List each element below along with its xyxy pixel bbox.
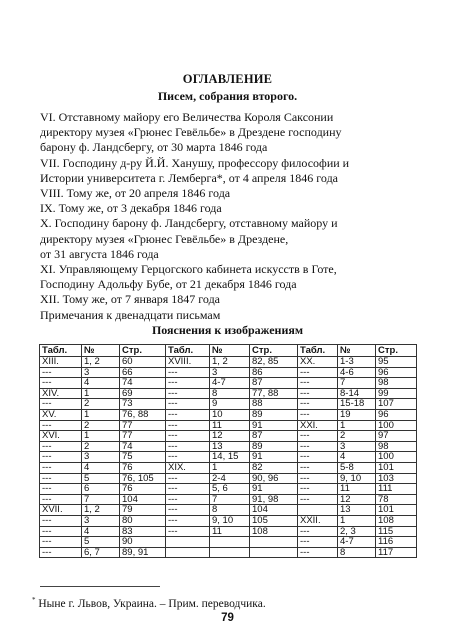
table-cell: 82 xyxy=(250,462,298,473)
table-cell: 3 xyxy=(338,441,376,452)
table-cell xyxy=(166,547,210,558)
table-row xyxy=(40,452,417,463)
page-subtitle: Писем, собрания второго. xyxy=(157,89,298,103)
table-cell: 1 xyxy=(82,409,120,420)
table-cell: XV. xyxy=(40,409,82,420)
toc-line: VIII. Тому же, от 20 апреля 1846 года xyxy=(40,186,231,201)
table-cell: 6, 7 xyxy=(82,547,120,558)
table-cell: 4 xyxy=(338,452,376,463)
table-cell: 8-14 xyxy=(338,388,376,399)
illustrations-table xyxy=(39,344,417,558)
table-cell: 91 xyxy=(250,452,298,463)
table-cell: --- xyxy=(166,441,210,452)
table-cell: 15-18 xyxy=(338,399,376,410)
table-cell: XX. xyxy=(298,357,338,368)
table-cell: 1, 2 xyxy=(82,357,120,368)
table-cell: 2 xyxy=(338,431,376,442)
table-cell: 89 xyxy=(250,441,298,452)
table-cell: 9, 10 xyxy=(210,515,250,526)
table-cell: --- xyxy=(40,547,82,558)
table-row xyxy=(40,431,417,442)
table-cell: 95 xyxy=(376,357,417,368)
table-cell: 8 xyxy=(210,388,250,399)
table-cell: 77 xyxy=(120,431,166,442)
table-cell: 12 xyxy=(338,494,376,505)
table-row xyxy=(40,547,417,558)
table-cell: 66 xyxy=(120,367,166,378)
table-cell: 1 xyxy=(338,515,376,526)
table-cell: 89 xyxy=(250,409,298,420)
table-cell: 5 xyxy=(82,473,120,484)
table-cell: --- xyxy=(298,537,338,548)
table-cell: 1, 2 xyxy=(210,357,250,368)
table-cell: 3 xyxy=(82,367,120,378)
table-cell: 3 xyxy=(82,515,120,526)
table-cell: 13 xyxy=(338,505,376,516)
page-title: ОГЛАВЛЕНИЕ xyxy=(182,72,273,86)
table-cell: --- xyxy=(166,515,210,526)
table-column-header: № xyxy=(82,345,120,357)
table-cell: --- xyxy=(40,378,82,389)
table-cell: 1, 2 xyxy=(82,505,120,516)
table-cell: 60 xyxy=(120,357,166,368)
table-cell: 76 xyxy=(120,484,166,495)
table-cell: 5-8 xyxy=(338,462,376,473)
table-cell: 98 xyxy=(376,378,417,389)
toc-line: директору музея «Грюнес Гевёльбе» в Дрездене, xyxy=(40,231,289,246)
table-cell xyxy=(210,537,250,548)
table-cell: --- xyxy=(166,431,210,442)
table-cell: --- xyxy=(298,484,338,495)
table-cell xyxy=(250,547,298,558)
table-cell xyxy=(166,537,210,548)
table-cell: XVI. xyxy=(40,431,82,442)
table-cell: 3 xyxy=(210,367,250,378)
table-cell: --- xyxy=(166,409,210,420)
table-cell: XXI. xyxy=(298,420,338,431)
table-cell: 91, 98 xyxy=(250,494,298,505)
table-cell: 8 xyxy=(210,505,250,516)
table-cell: --- xyxy=(40,515,82,526)
table-cell: --- xyxy=(166,399,210,410)
table-cell: 82, 85 xyxy=(250,357,298,368)
table-cell: 77, 88 xyxy=(250,388,298,399)
table-cell: 74 xyxy=(120,441,166,452)
table-cell: 4-7 xyxy=(210,378,250,389)
table-cell: --- xyxy=(298,367,338,378)
table-row xyxy=(40,399,417,410)
table-cell: 4 xyxy=(82,462,120,473)
table-cell: 4 xyxy=(82,378,120,389)
toc-line: директору музея «Грюнес Гевёльбе» в Дрездене господину xyxy=(40,125,342,140)
table-cell: 96 xyxy=(376,409,417,420)
table-cell: --- xyxy=(166,526,210,537)
table-cell: 115 xyxy=(376,526,417,537)
table-cell: XIV. xyxy=(40,388,82,399)
table-cell: 98 xyxy=(376,441,417,452)
table-row xyxy=(40,494,417,505)
table-cell: --- xyxy=(298,431,338,442)
toc-line: XI. Управляющему Герцогского кабинета искусств в Готе, xyxy=(40,262,337,277)
table-cell: --- xyxy=(40,473,82,484)
page-number: 79 xyxy=(221,612,234,624)
table-cell: 2, 3 xyxy=(338,526,376,537)
table-cell: 7 xyxy=(82,494,120,505)
table-cell: 91 xyxy=(250,484,298,495)
toc-line: VII. Господину д-ру Й.Й. Ханушу, профессору философии и xyxy=(40,155,350,170)
table-cell: --- xyxy=(40,462,82,473)
table-cell: 69 xyxy=(120,388,166,399)
table-cell: 73 xyxy=(120,399,166,410)
table-cell: --- xyxy=(40,484,82,495)
table-cell: --- xyxy=(298,378,338,389)
table-cell: --- xyxy=(166,378,210,389)
table-cell: 11 xyxy=(210,526,250,537)
table-cell: 7 xyxy=(210,494,250,505)
toc-line: от 31 августа 1846 года xyxy=(40,246,159,261)
table-cell: 105 xyxy=(250,515,298,526)
table-cell: --- xyxy=(298,526,338,537)
table-cell: 2 xyxy=(82,399,120,410)
table-cell: 5, 6 xyxy=(210,484,250,495)
table-cell: 104 xyxy=(250,505,298,516)
table-column-header: Табл. xyxy=(298,345,338,357)
toc-line: Примечания к двенадцати письмам xyxy=(40,307,221,322)
table-row xyxy=(40,505,417,516)
table-cell: 4-6 xyxy=(338,367,376,378)
toc-line: Истории университета г. Лемберга*, от 4 апреля 1846 года xyxy=(40,170,339,185)
table-cell xyxy=(298,505,338,516)
table-column-header: Табл. xyxy=(40,345,82,357)
table-row xyxy=(40,537,417,548)
table-cell: 108 xyxy=(376,515,417,526)
toc-line: барону ф. Ландсбергу, от 30 марта 1846 года xyxy=(40,140,268,155)
table-cell: 90 xyxy=(120,537,166,548)
table-cell: --- xyxy=(166,420,210,431)
table-cell: 86 xyxy=(250,367,298,378)
table-cell: 8 xyxy=(338,547,376,558)
table-row xyxy=(40,484,417,495)
table-cell: --- xyxy=(298,388,338,399)
table-cell: 13 xyxy=(210,441,250,452)
table-cell: 80 xyxy=(120,515,166,526)
toc-line: IX. Тому же, от 3 декабря 1846 года xyxy=(40,201,222,216)
table-cell: 4-7 xyxy=(338,537,376,548)
table-cell: 74 xyxy=(120,378,166,389)
section-heading: Пояснения к изображениям xyxy=(151,323,304,337)
table-row xyxy=(40,526,417,537)
table-cell: 101 xyxy=(376,462,417,473)
table-cell: --- xyxy=(166,505,210,516)
footnote xyxy=(32,596,266,610)
table-cell: 4 xyxy=(82,526,120,537)
table-cell: --- xyxy=(298,473,338,484)
table-cell: 1 xyxy=(338,420,376,431)
table-cell: 2-4 xyxy=(210,473,250,484)
table-column-header: № xyxy=(210,345,250,357)
toc-line: Господину Адольфу Бубе, от 21 декабря 1846 года xyxy=(40,277,297,292)
table-cell: --- xyxy=(166,388,210,399)
table-row xyxy=(40,409,417,420)
table-cell: 7 xyxy=(338,378,376,389)
table-row xyxy=(40,462,417,473)
table-cell: 1 xyxy=(82,388,120,399)
table-cell: 6 xyxy=(82,484,120,495)
table-cell: 79 xyxy=(120,505,166,516)
table-cell: 89, 91 xyxy=(120,547,166,558)
table-column-header: Стр. xyxy=(250,345,298,357)
table-cell: 108 xyxy=(250,526,298,537)
table-cell: 100 xyxy=(376,420,417,431)
table-cell: --- xyxy=(298,462,338,473)
table-cell: 97 xyxy=(376,431,417,442)
table-cell: 10 xyxy=(210,409,250,420)
table-cell: --- xyxy=(298,547,338,558)
table-cell: --- xyxy=(40,399,82,410)
table-cell: 91 xyxy=(250,420,298,431)
toc-line: VI. Отставному майору его Величества Короля Саксонии xyxy=(40,110,334,124)
table-cell: 99 xyxy=(376,388,417,399)
table-row xyxy=(40,420,417,431)
table-cell: --- xyxy=(166,494,210,505)
table-cell: 3 xyxy=(82,452,120,463)
toc-line: XII. Тому же, от 7 января 1847 года xyxy=(40,292,220,307)
table-cell xyxy=(210,547,250,558)
table-cell: 88 xyxy=(250,399,298,410)
table-cell: 11 xyxy=(338,484,376,495)
table-row xyxy=(40,388,417,399)
table-cell: 101 xyxy=(376,505,417,516)
table-cell: --- xyxy=(40,441,82,452)
table-cell: XXII. xyxy=(298,515,338,526)
table-row xyxy=(40,515,417,526)
table-header-row xyxy=(40,345,417,357)
table-cell: 2 xyxy=(82,441,120,452)
footnote-text: Ныне г. Львов, Украина. – Прим. переводчика. xyxy=(38,597,266,610)
table-row xyxy=(40,473,417,484)
table-cell: 1-3 xyxy=(338,357,376,368)
table-cell: XIX. xyxy=(166,462,210,473)
table-cell: --- xyxy=(40,367,82,378)
table-cell: 76, 105 xyxy=(120,473,166,484)
table-cell: XVIII. xyxy=(166,357,210,368)
table-cell: 76 xyxy=(120,462,166,473)
table-cell: XVII. xyxy=(40,505,82,516)
table-cell: --- xyxy=(40,452,82,463)
table-cell: --- xyxy=(166,473,210,484)
table-cell: 76, 88 xyxy=(120,409,166,420)
table-cell: --- xyxy=(40,420,82,431)
table-column-header: Табл. xyxy=(166,345,210,357)
table-cell: 1 xyxy=(210,462,250,473)
table-cell: 104 xyxy=(120,494,166,505)
table-cell: --- xyxy=(298,494,338,505)
toc-line: X. Господину барону ф. Ландсбергу, отставному майору и xyxy=(40,216,338,231)
table-cell: 103 xyxy=(376,473,417,484)
table-cell: 14, 15 xyxy=(210,452,250,463)
table-of-contents xyxy=(40,110,435,323)
table-row xyxy=(40,378,417,389)
table-cell: XIII. xyxy=(40,357,82,368)
table-cell: 111 xyxy=(376,484,417,495)
table-cell: --- xyxy=(166,484,210,495)
table-column-header: Стр. xyxy=(376,345,417,357)
table-cell: 96 xyxy=(376,367,417,378)
table-cell: 116 xyxy=(376,537,417,548)
table-cell: 87 xyxy=(250,378,298,389)
table-cell: 83 xyxy=(120,526,166,537)
table-cell: --- xyxy=(40,537,82,548)
table-cell: 77 xyxy=(120,420,166,431)
table-cell: 107 xyxy=(376,399,417,410)
table-cell: 9, 10 xyxy=(338,473,376,484)
table-cell: 19 xyxy=(338,409,376,420)
footnote-marker: * xyxy=(32,596,36,604)
table-cell: --- xyxy=(166,452,210,463)
table-cell xyxy=(250,537,298,548)
table-cell: 5 xyxy=(82,537,120,548)
table-column-header: № xyxy=(338,345,376,357)
table-cell: --- xyxy=(298,452,338,463)
table-cell: 78 xyxy=(376,494,417,505)
table-row xyxy=(40,367,417,378)
table-cell: --- xyxy=(298,409,338,420)
table-column-header: Стр. xyxy=(120,345,166,357)
table-cell: 75 xyxy=(120,452,166,463)
table-cell: 9 xyxy=(210,399,250,410)
table-cell: 1 xyxy=(82,431,120,442)
table-cell: 90, 96 xyxy=(250,473,298,484)
table-cell: --- xyxy=(298,399,338,410)
table-cell: --- xyxy=(40,526,82,537)
table-cell: 100 xyxy=(376,452,417,463)
table-cell: 12 xyxy=(210,431,250,442)
table-cell: --- xyxy=(298,441,338,452)
footnote-divider xyxy=(40,586,160,587)
table-cell: 87 xyxy=(250,431,298,442)
table-cell: 11 xyxy=(210,420,250,431)
table-row xyxy=(40,441,417,452)
table-cell: --- xyxy=(166,367,210,378)
table-cell: --- xyxy=(40,494,82,505)
table-row xyxy=(40,357,417,368)
table-cell: 2 xyxy=(82,420,120,431)
table-cell: 117 xyxy=(376,547,417,558)
